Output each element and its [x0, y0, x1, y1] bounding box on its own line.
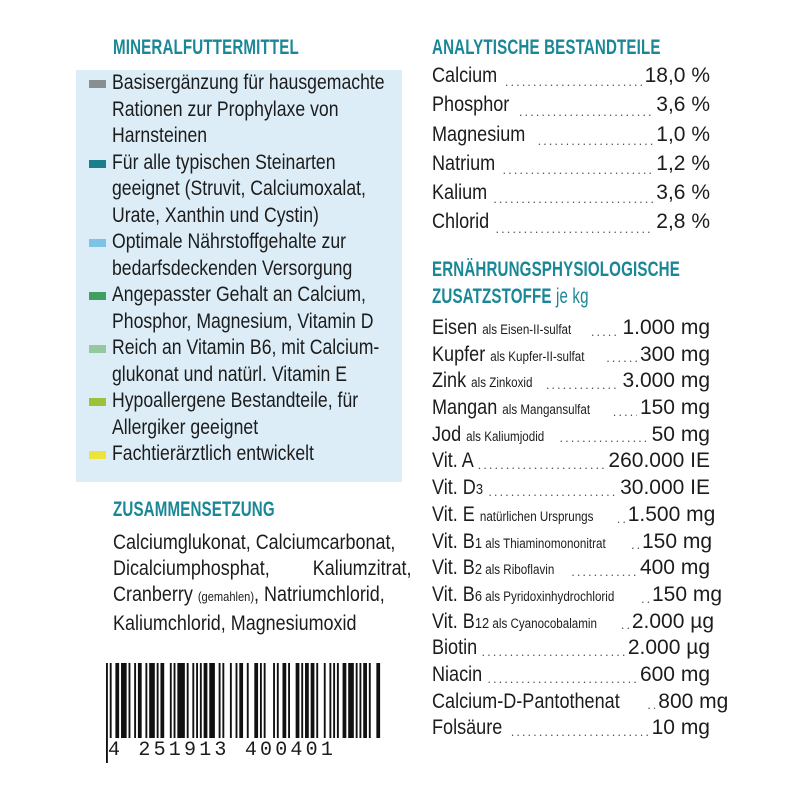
barcode-bar — [359, 663, 361, 743]
composition-line — [113, 530, 409, 556]
feature-text-line: Rationen zur Prophylaxe von — [112, 97, 339, 121]
feature-text — [112, 150, 366, 230]
row-name-text: Chlorid — [432, 210, 490, 234]
row-name — [432, 423, 544, 447]
row-name — [432, 583, 614, 607]
feature-bullet-icon — [89, 451, 106, 459]
barcode-bar — [301, 663, 303, 743]
composition-line — [113, 556, 412, 582]
leader-dots — [641, 592, 649, 606]
barcode-bar — [134, 663, 136, 743]
row-value: 18,0 % — [644, 64, 710, 87]
composition-line-3b: , Natriumchlorid, — [254, 583, 385, 607]
feature-text-line: Für alle typischen Steinarten — [112, 150, 336, 174]
leader-dots — [647, 698, 655, 712]
barcode-bar — [115, 663, 119, 743]
feature-bullet-icon — [89, 239, 106, 247]
row-name — [432, 64, 497, 88]
row-value: 150 mg — [639, 396, 710, 420]
feature-text-line: Angepasster Gehalt an Calcium, — [112, 283, 366, 306]
row-name-text: Phosphor — [432, 93, 510, 117]
row-name — [432, 716, 502, 740]
feature-text — [112, 282, 374, 335]
row-subtext: natürlichen Ursprungs — [479, 508, 594, 524]
barcode-bar — [333, 663, 335, 743]
feature-text — [112, 229, 359, 282]
row-name — [432, 123, 525, 147]
feature-text-line: bedarfsdeckenden Versorgung — [112, 256, 353, 280]
feature-item — [86, 388, 406, 441]
row-name-text: Niacin — [432, 662, 483, 686]
feature-text-line: Optimale Nährstoffgehalte zur — [112, 230, 347, 253]
row-value: 2,8 % — [656, 210, 710, 234]
barcode-bar — [222, 663, 224, 743]
feature-bullet-icon — [89, 345, 106, 353]
feature-item — [86, 335, 406, 388]
row-name-text: Calcium-D-Pantothenat — [432, 689, 620, 713]
feature-text-line: geeignet (Struvit, Calciumoxalat, — [112, 177, 366, 200]
feature-text — [112, 70, 385, 150]
composition-note: (gemahlen) — [197, 589, 255, 605]
leader-dots — [606, 351, 637, 365]
barcode-bar — [200, 663, 202, 743]
leader-dots — [621, 618, 629, 632]
row-value: 2.000 µg — [627, 636, 710, 660]
row-subtext: 2 als Riboflavin — [474, 561, 555, 579]
table-row — [432, 449, 710, 476]
row-name-text: Kupfer — [432, 342, 486, 366]
row-value: 260.000 IE — [608, 449, 710, 473]
composition-line-2a: Dicalciumphosphat, — [113, 557, 270, 581]
leader-dots — [591, 325, 620, 339]
mineral-title: MINERALFUTTERMITTEL — [113, 36, 299, 59]
barcode-bar — [260, 663, 262, 743]
feature-item — [86, 441, 406, 468]
barcode-bar — [177, 663, 185, 743]
row-name-text: Vit. B — [432, 556, 475, 580]
leader-dots — [482, 645, 625, 659]
additives-title-suffix: je kg — [555, 285, 589, 308]
barcode-bar — [204, 663, 208, 743]
feature-text-line: Hypoallergene Bestandteile, für — [112, 389, 359, 412]
row-name-text: Mangan — [432, 396, 498, 420]
barcode-bar — [305, 663, 309, 743]
row-name-text: Vit. A — [432, 449, 474, 473]
feature-item — [86, 282, 406, 335]
row-name-text: Natrium — [432, 151, 496, 175]
table-row — [432, 64, 710, 93]
barcode-bar — [219, 663, 221, 743]
barcode-bar — [363, 663, 367, 743]
feature-text — [112, 335, 380, 388]
table-row — [432, 93, 710, 122]
barcode-bar — [174, 663, 176, 743]
table-row — [432, 369, 710, 396]
barcode-bar — [311, 663, 315, 743]
row-value: 3,6 % — [656, 181, 710, 205]
feature-text-line: Basisergänzung für hausgemachte — [112, 71, 385, 94]
row-subtext: 6 als Pyridoxinhydrochlorid — [474, 587, 615, 605]
row-subtext: als Mangansulfat — [502, 402, 591, 418]
row-subtext: als Kupfer-II-sulfat — [490, 348, 585, 364]
composition-line — [113, 582, 409, 610]
barcode-bar — [288, 663, 290, 743]
barcode-bar — [138, 663, 142, 743]
composition-title: ZUSAMMENSETZUNG — [113, 498, 275, 521]
table-row — [432, 663, 710, 690]
row-name — [432, 610, 597, 634]
row-value: 2.000 µg — [631, 609, 714, 633]
row-name — [432, 636, 477, 660]
row-name — [432, 93, 509, 117]
row-name — [432, 530, 606, 554]
barcode-bar — [145, 663, 147, 743]
row-value: 50 mg — [651, 422, 710, 446]
row-value: 1.500 mg — [627, 502, 716, 526]
barcode-bar — [296, 663, 300, 743]
composition-cranberry: Cranberry — [113, 583, 193, 607]
row-value: 150 mg — [641, 529, 713, 553]
barcode-bar — [316, 663, 318, 743]
composition-line-3 — [113, 582, 385, 610]
barcode-bar — [254, 663, 258, 743]
feature-bullet-icon — [89, 80, 106, 88]
row-name-text: Folsäure — [432, 716, 503, 740]
row-name-text: Kalium — [432, 181, 488, 205]
table-row — [432, 181, 710, 210]
analytic-table — [432, 64, 710, 240]
barcode-bar — [121, 663, 127, 743]
row-name — [432, 556, 554, 580]
additives-title-line1: ERNÄHRUNGSPHYSIOLOGISCHE — [432, 258, 680, 281]
barcode-bar — [277, 663, 279, 743]
leader-dots — [546, 378, 620, 392]
table-row — [432, 636, 710, 663]
feature-text-line: Reich an Vitamin B6, mit Calcium- — [112, 336, 380, 359]
barcode-bar — [230, 663, 232, 743]
leader-dots — [617, 512, 625, 526]
leader-dots — [631, 538, 639, 552]
row-name-text: Vit. E — [432, 502, 475, 526]
row-name — [432, 152, 495, 176]
barcode-bar — [160, 663, 164, 743]
row-subtext: 1 als Thiaminomononitrat — [474, 534, 606, 552]
leader-dots — [538, 134, 654, 148]
feature-list — [86, 70, 406, 468]
row-name — [432, 396, 590, 420]
additives-table — [432, 316, 729, 743]
leader-dots — [478, 458, 606, 472]
row-name-text: Biotin — [432, 636, 478, 660]
feature-text-line: glukonat und natürl. Vitamin E — [112, 362, 348, 386]
row-name — [432, 663, 482, 687]
additives-title-line2: ZUSATZSTOFFE je kg — [432, 285, 589, 308]
row-value: 400 mg — [639, 556, 710, 580]
table-row — [432, 210, 710, 239]
row-value: 3.000 mg — [622, 369, 710, 393]
feature-text-line: Phosphor, Magnesium, Vitamin D — [112, 309, 374, 333]
row-name-text: Jod — [432, 422, 462, 446]
row-name-text: Vit. D — [432, 476, 476, 500]
row-value: 1,2 % — [656, 151, 710, 175]
table-row — [432, 582, 723, 610]
barcode-bar — [157, 663, 159, 743]
leader-dots — [511, 725, 649, 739]
feature-item — [86, 70, 406, 150]
feature-item — [86, 229, 406, 282]
row-name-text: Zink — [432, 369, 467, 393]
row-name — [432, 369, 532, 393]
feature-text-line: Fachtierärztlich entwickelt — [112, 442, 314, 465]
barcode-bar — [192, 663, 194, 743]
feature-text — [112, 388, 359, 441]
row-name — [432, 476, 483, 500]
feature-text — [112, 441, 359, 468]
leader-dots — [613, 405, 637, 419]
barcode-bar — [264, 663, 266, 743]
feature-bullet-icon — [89, 292, 106, 300]
leader-dots — [488, 485, 617, 499]
feature-text-line: Allergiker geeignet — [112, 415, 259, 439]
row-value: 300 mg — [639, 342, 710, 366]
row-value: 30.000 IE — [620, 476, 710, 500]
barcode-bar — [324, 663, 326, 743]
row-value: 1.000 mg — [622, 316, 710, 339]
barcode-bar — [356, 663, 358, 743]
row-subtext: 3 — [475, 481, 484, 499]
leader-dots — [493, 192, 653, 206]
composition-line-1: Calciumglukonat, Calciumcarbonat, — [113, 531, 396, 554]
table-row — [432, 316, 710, 343]
barcode-bar — [348, 663, 354, 743]
composition-line — [113, 611, 409, 637]
barcode-bar — [282, 663, 286, 743]
row-name — [432, 316, 571, 340]
feature-bullet-icon — [89, 398, 106, 406]
table-row — [432, 423, 710, 450]
table-row — [432, 152, 710, 181]
barcode-digits: 4 251913 400401 — [108, 738, 382, 764]
barcode-bar — [196, 663, 198, 743]
table-row — [432, 343, 710, 370]
row-name — [432, 503, 593, 527]
row-name — [432, 690, 620, 714]
table-row — [432, 529, 713, 557]
barcode-bar — [187, 663, 189, 743]
row-value: 10 mg — [651, 716, 710, 740]
table-row — [432, 396, 710, 423]
table-row — [432, 689, 729, 717]
barcode-bar — [129, 663, 131, 743]
row-subtext: 12 als Cyanocobalamin — [474, 614, 597, 632]
leader-dots — [505, 75, 642, 89]
row-name-text: Eisen — [432, 316, 478, 339]
leader-dots — [519, 105, 653, 119]
row-subtext: als Kaliumjodid — [466, 428, 545, 444]
leader-dots — [560, 431, 649, 445]
barcode-bar — [329, 663, 331, 743]
barcode-bar — [170, 663, 172, 743]
feature-text-line: Harnsteinen — [112, 124, 208, 147]
composition-line-2b: Kaliumzitrat, — [313, 557, 412, 581]
feature-item — [86, 150, 406, 230]
table-row — [432, 476, 710, 503]
row-value: 600 mg — [639, 662, 710, 686]
row-subtext: als Zinkoxid — [471, 375, 533, 391]
row-value: 3,6 % — [656, 93, 710, 117]
feature-text-line: Urate, Xanthin und Cystin) — [112, 203, 319, 227]
barcode-bar — [343, 663, 347, 743]
leader-dots — [496, 222, 654, 236]
table-row — [432, 123, 710, 152]
row-value: 1,0 % — [656, 122, 710, 146]
row-name-text: Calcium — [432, 64, 498, 87]
composition-text — [113, 530, 412, 637]
leader-dots — [487, 672, 637, 686]
table-row — [432, 502, 716, 530]
row-name-text: Vit. B — [432, 529, 475, 553]
table-row — [432, 556, 710, 583]
row-name-text: Vit. B — [432, 609, 475, 633]
row-name — [432, 210, 489, 234]
leader-dots — [503, 163, 654, 177]
composition-line-4: Kaliumchlorid, Magnesiumoxid — [113, 611, 357, 635]
leader-dots — [571, 565, 637, 579]
row-name — [432, 449, 474, 473]
row-name — [432, 181, 487, 205]
analytic-title: ANALYTISCHE BESTANDTEILE — [432, 36, 661, 59]
barcode-bar — [273, 663, 275, 743]
row-name-text: Vit. B — [432, 582, 475, 606]
row-subtext: als Eisen-II-sulfat — [482, 322, 572, 337]
table-row — [432, 609, 714, 637]
barcode-bar — [149, 663, 155, 743]
barcode-bar — [337, 663, 339, 743]
row-value: 150 mg — [651, 582, 723, 606]
row-value: 800 mg — [658, 689, 729, 713]
table-row — [432, 716, 710, 743]
barcode-bar — [209, 663, 215, 743]
row-name — [432, 343, 584, 367]
row-name-text: Magnesium — [432, 122, 526, 146]
feature-bullet-icon — [89, 160, 106, 168]
